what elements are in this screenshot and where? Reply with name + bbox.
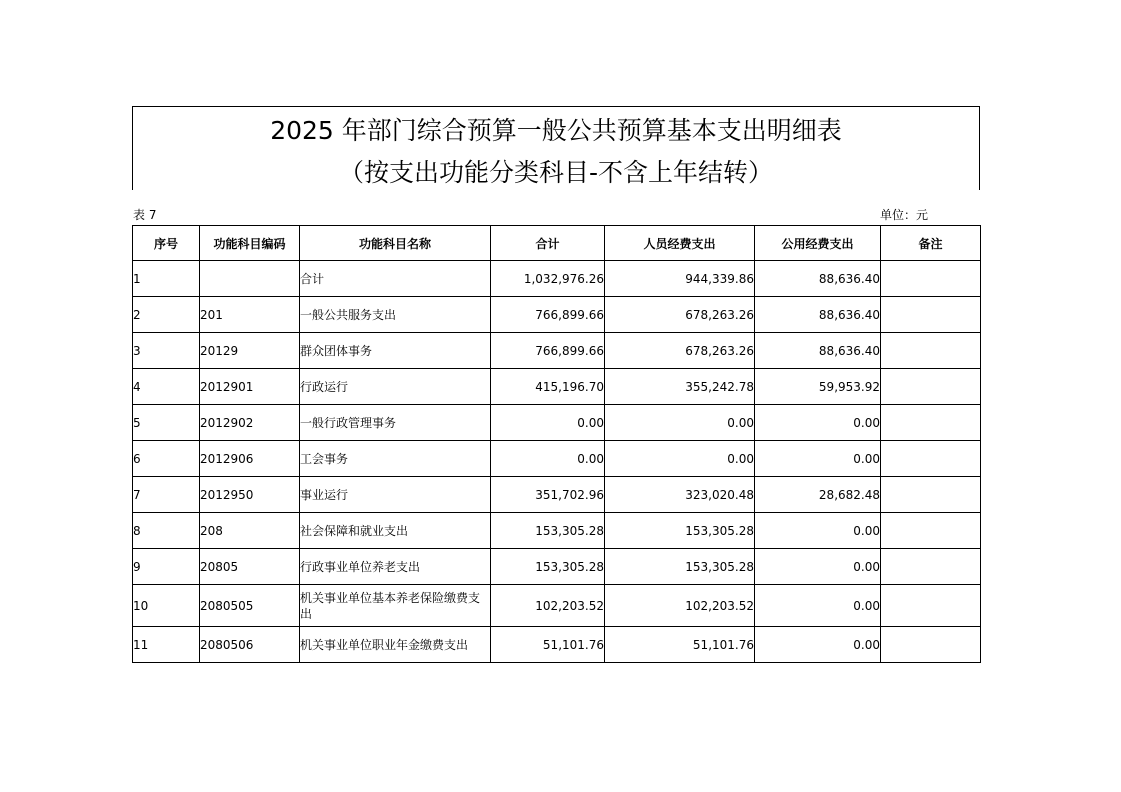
cell-personnel: 153,305.28 <box>605 513 755 549</box>
cell-note <box>881 513 981 549</box>
table-row <box>133 585 981 627</box>
cell-code: 20805 <box>200 549 300 585</box>
cell-personnel: 0.00 <box>605 405 755 441</box>
page-subtitle: （按支出功能分类科目-不含上年结转） <box>338 158 774 187</box>
cell-name: 合计 <box>300 261 491 297</box>
cell-no: 1 <box>133 261 200 297</box>
cell-note <box>881 369 981 405</box>
unit-label: 单位：元 <box>880 208 929 222</box>
cell-public: 28,682.48 <box>755 477 881 513</box>
header-cell-no: 序号 <box>133 226 200 261</box>
table-row <box>133 261 981 297</box>
page-title: 2025 年部门综合预算一般公共预算基本支出明细表 <box>270 116 842 145</box>
cell-name: 行政事业单位养老支出 <box>300 549 491 585</box>
header-cell-note: 备注 <box>881 226 981 261</box>
table-row <box>133 627 981 663</box>
cell-personnel: 51,101.76 <box>605 627 755 663</box>
cell-no: 6 <box>133 441 200 477</box>
cell-note <box>881 549 981 585</box>
cell-note <box>881 405 981 441</box>
cell-no: 10 <box>133 585 200 627</box>
table-row <box>133 513 981 549</box>
cell-code: 2012906 <box>200 441 300 477</box>
cell-total: 51,101.76 <box>491 627 605 663</box>
cell-no: 2 <box>133 297 200 333</box>
table-row <box>133 333 981 369</box>
header-cell-public: 公用经费支出 <box>755 226 881 261</box>
cell-name: 机关事业单位基本养老保险缴费支出 <box>300 585 491 627</box>
cell-total: 766,899.66 <box>491 333 605 369</box>
cell-name: 一般行政管理事务 <box>300 405 491 441</box>
cell-code: 2080506 <box>200 627 300 663</box>
header-cell-personnel: 人员经费支出 <box>605 226 755 261</box>
cell-name: 一般公共服务支出 <box>300 297 491 333</box>
cell-public: 0.00 <box>755 549 881 585</box>
table-row <box>133 297 981 333</box>
cell-public: 0.00 <box>755 585 881 627</box>
cell-total: 0.00 <box>491 441 605 477</box>
cell-note <box>881 297 981 333</box>
cell-total: 153,305.28 <box>491 549 605 585</box>
cell-note <box>881 627 981 663</box>
cell-public: 0.00 <box>755 513 881 549</box>
cell-personnel: 355,242.78 <box>605 369 755 405</box>
cell-personnel: 678,263.26 <box>605 333 755 369</box>
table-number: 表 7 <box>133 208 157 222</box>
cell-code: 2012901 <box>200 369 300 405</box>
table-row <box>133 549 981 585</box>
cell-note <box>881 261 981 297</box>
cell-public: 0.00 <box>755 627 881 663</box>
cell-code <box>200 261 300 297</box>
cell-code: 208 <box>200 513 300 549</box>
header-cell-name: 功能科目名称 <box>300 226 491 261</box>
cell-name: 群众团体事务 <box>300 333 491 369</box>
table-row <box>133 405 981 441</box>
cell-code: 20129 <box>200 333 300 369</box>
cell-total: 766,899.66 <box>491 297 605 333</box>
cell-code: 2012950 <box>200 477 300 513</box>
cell-note <box>881 441 981 477</box>
table-row <box>133 441 981 477</box>
cell-total: 415,196.70 <box>491 369 605 405</box>
cell-no: 5 <box>133 405 200 441</box>
cell-total: 0.00 <box>491 405 605 441</box>
cell-note <box>881 477 981 513</box>
cell-name: 社会保障和就业支出 <box>300 513 491 549</box>
cell-personnel: 678,263.26 <box>605 297 755 333</box>
cell-public: 88,636.40 <box>755 297 881 333</box>
cell-name: 工会事务 <box>300 441 491 477</box>
cell-total: 153,305.28 <box>491 513 605 549</box>
cell-no: 11 <box>133 627 200 663</box>
cell-code: 2080505 <box>200 585 300 627</box>
cell-total: 351,702.96 <box>491 477 605 513</box>
cell-note <box>881 333 981 369</box>
cell-name: 事业运行 <box>300 477 491 513</box>
cell-no: 7 <box>133 477 200 513</box>
cell-note <box>881 585 981 627</box>
cell-personnel: 0.00 <box>605 441 755 477</box>
cell-personnel: 153,305.28 <box>605 549 755 585</box>
cell-code: 2012902 <box>200 405 300 441</box>
table-row <box>133 477 981 513</box>
cell-personnel: 323,020.48 <box>605 477 755 513</box>
budget-table <box>132 225 981 663</box>
header-cell-total: 合计 <box>491 226 605 261</box>
header-row <box>133 226 981 261</box>
cell-public: 88,636.40 <box>755 333 881 369</box>
cell-code: 201 <box>200 297 300 333</box>
cell-no: 3 <box>133 333 200 369</box>
header-cell-code: 功能科目编码 <box>200 226 300 261</box>
cell-public: 0.00 <box>755 441 881 477</box>
cell-total: 102,203.52 <box>491 585 605 627</box>
cell-name: 机关事业单位职业年金缴费支出 <box>300 627 491 663</box>
cell-no: 9 <box>133 549 200 585</box>
cell-public: 0.00 <box>755 405 881 441</box>
cell-public: 59,953.92 <box>755 369 881 405</box>
table-row <box>133 369 981 405</box>
cell-no: 4 <box>133 369 200 405</box>
cell-total: 1,032,976.26 <box>491 261 605 297</box>
cell-public: 88,636.40 <box>755 261 881 297</box>
cell-personnel: 102,203.52 <box>605 585 755 627</box>
title-box <box>132 106 980 190</box>
cell-no: 8 <box>133 513 200 549</box>
cell-personnel: 944,339.86 <box>605 261 755 297</box>
cell-name: 行政运行 <box>300 369 491 405</box>
